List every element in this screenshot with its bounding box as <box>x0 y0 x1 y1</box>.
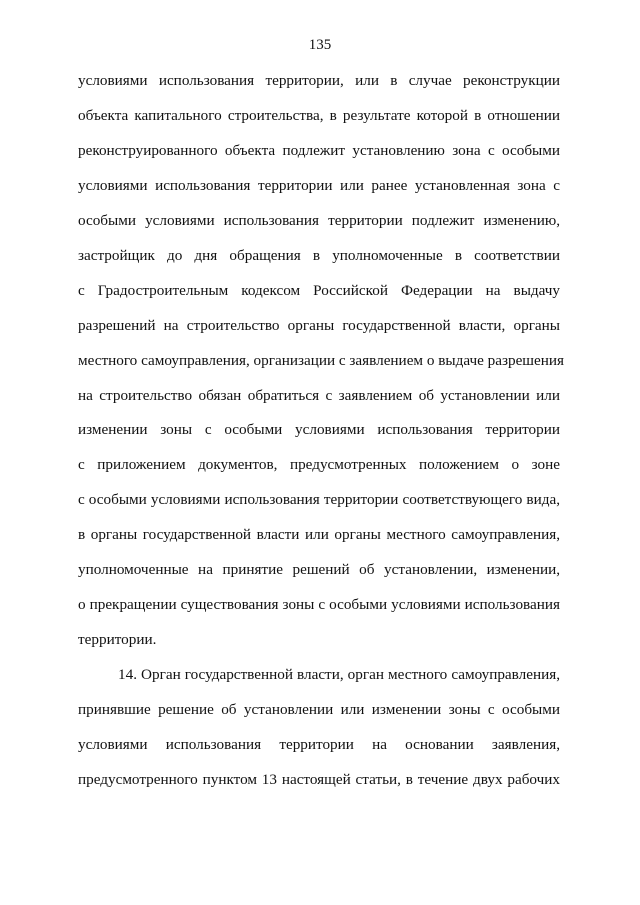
text-line: с приложением документов, предусмотренных положением о зоне <box>78 456 560 473</box>
text-line: с особыми условиями использования территории соответствующего вида, <box>78 491 560 508</box>
page-number: 135 <box>308 37 332 53</box>
text-line: предусмотренного пунктом 13 настоящей статьи, в течение двух рабочих <box>78 771 560 788</box>
text-line: изменении зоны с особыми условиями использования территории <box>78 421 560 438</box>
text-line: территории. <box>78 631 157 648</box>
text-line: на строительство обязан обратиться с заявлением об установлении или <box>78 387 560 404</box>
paragraph-start-line: 14. Орган государственной власти, орган местного самоуправления, <box>118 666 560 683</box>
text-line: принявшие решение об установлении или изменении зоны с особыми <box>78 701 560 718</box>
text-line: условиями использования территории, или в случае реконструкции <box>78 72 560 89</box>
text-line: застройщик до дня обращения в уполномоченные в соответствии <box>78 247 560 264</box>
text-line: с Градостроительным кодексом Российской Федерации на выдачу <box>78 282 560 299</box>
text-line: уполномоченные на принятие решений об установлении, изменении, <box>78 561 560 578</box>
text-line: условиями использования территории или ранее установленная зона с <box>78 177 560 194</box>
text-line: реконструированного объекта подлежит установлению зона с особыми <box>78 142 560 159</box>
text-line: разрешений на строительство органы государственной власти, органы <box>78 317 560 334</box>
text-line: объекта капитального строительства, в результате которой в отношении <box>78 107 560 124</box>
text-line: в органы государственной власти или органы местного самоуправления, <box>78 526 560 543</box>
text-line: местного самоуправления, организации с заявлением о выдаче разрешения <box>78 352 564 369</box>
text-line: условиями использования территории на основании заявления, <box>78 736 560 753</box>
text-line: особыми условиями использования территории подлежит изменению, <box>78 212 560 229</box>
text-line: о прекращении существования зоны с особыми условиями использования <box>78 596 560 613</box>
